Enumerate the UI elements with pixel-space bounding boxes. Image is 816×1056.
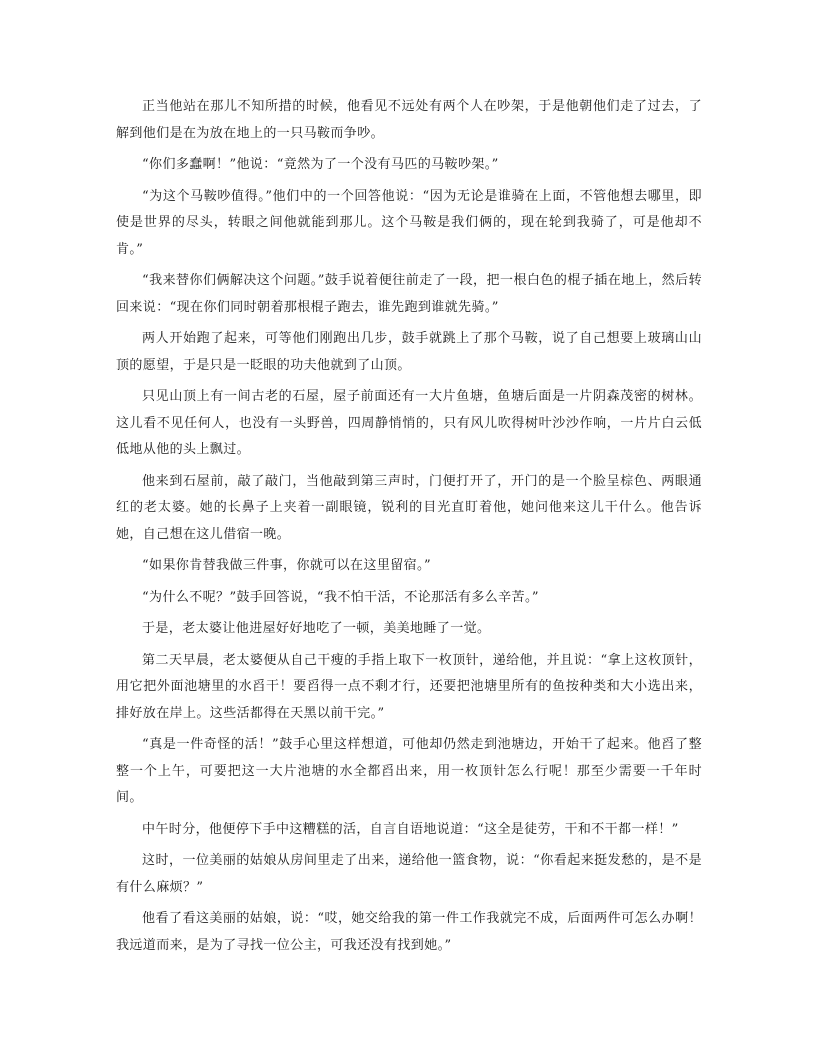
paragraph: 他看了看这美丽的姑娘，说：“哎，她交给我的第一件工作我就完不成，后面两件可怎么办啊！我远道而来，是为了寻找一位公主，可我还没有找到她。” <box>116 911 702 953</box>
paragraph: 中午时分，他便停下手中这糟糕的活，自言自语地说道：“这全是徒劳，干和不干都一样！” <box>142 821 679 837</box>
paragraph: “如果你肯替我做三件事，你就可以在这里留宿。” <box>142 558 431 573</box>
paragraph: 他来到石屋前，敲了敲门，当他敲到第三声时，门便打开了，开门的是一个脸呈棕色、两眼通红的老太婆。她的长鼻子上夹着一副眼镜，锐利的目光直盯着他，她问他来这儿干什么。他告诉她，自己想在这儿借宿一晚。 <box>116 473 702 542</box>
paragraph: “真是一件奇怪的活！”鼓手心里这样想道，可他却仍然走到池塘边，开始干了起来。他舀了整整一个上午，可要把这一大片池塘的水全都舀出来，用一枚顶针怎么行呢！那至少需要一千年时间。 <box>116 737 702 805</box>
story-text-body <box>116 94 702 964</box>
paragraph: 于是，老太婆让他进屋好好地吃了一顿，美美地睡了一觉。 <box>142 621 491 636</box>
paragraph: “你们多蠢啊！”他说：“竟然为了一个没有马匹的马鞍吵架。” <box>142 157 499 172</box>
paragraph: “我来替你们俩解决这个问题。”鼓手说着便往前走了一段，把一根白色的棍子插在地上，然后转回来说：“现在你们同时朝着那根棍子跑去，谁先跑到谁就先骑。” <box>116 273 702 315</box>
paragraph: 第二天早晨，老太婆便从自己干瘦的手指上取下一枚顶针，递给他，并且说：“拿上这枚顶针，用它把外面池塘里的水舀干！要舀得一点不剩才行，还要把池塘里所有的鱼按种类和大小选出来，排好放在岸上。这些活都得在天黑以前干完。” <box>116 652 702 721</box>
paragraph: “为什么不呢？”鼓手回答说，“我不怕干活，不论那活有多么辛苦。” <box>142 589 539 605</box>
paragraph: 只见山顶上有一间古老的石屋，屋子前面还有一大片鱼塘，鱼塘后面是一片阴森茂密的树林。这儿看不见任何人，也没有一头野兽，四周静悄悄的，只有风儿吹得树叶沙沙作响，一片片白云低低地从他的头上飘过。 <box>116 389 702 457</box>
paragraph: 这时，一位美丽的姑娘从房间里走了出来，递给他一篮食物，说：“你看起来挺发愁的，是不是有什么麻烦？” <box>116 853 702 895</box>
paragraph: 正当他站在那儿不知所措的时候，他看见不远处有两个人在吵架，于是他朝他们走了过去，了解到他们是在为放在地上的一只马鞍而争吵。 <box>116 99 702 141</box>
paragraph: “为这个马鞍吵值得。”他们中的一个回答他说：“因为无论是谁骑在上面，不管他想去哪里，即使是世界的尽头，转眼之间他就能到那儿。这个马鞍是我们俩的，现在轮到我骑了，可是他却不肯。” <box>116 188 702 257</box>
paragraph: 两人开始跑了起来，可等他们刚跑出几步，鼓手就跳上了那个马鞍，说了自己想要上玻璃山山顶的愿望，于是只是一眨眼的功夫他就到了山顶。 <box>116 331 702 373</box>
